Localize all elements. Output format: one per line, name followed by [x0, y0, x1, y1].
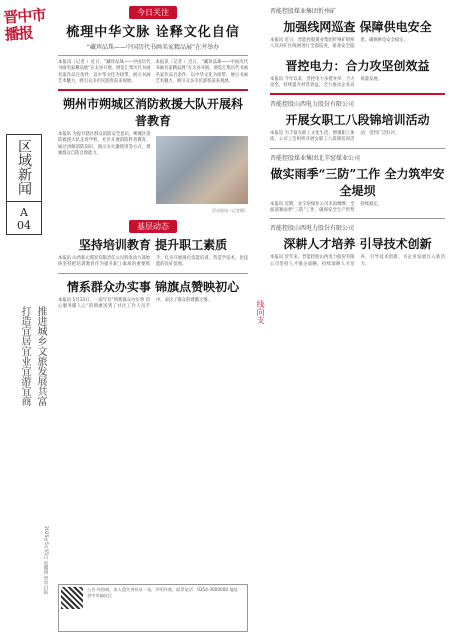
notice-ad [58, 584, 248, 632]
article-culture-body: 本报讯（记者 ）近日，“藏珍品珠——中国历代书画名家精品展”在太谷开展，展览汇集历代书画名家作品百余件，以中华文化为纽带，展示书画艺术魅力，吸引众多市民游客前来观展。 [58, 60, 151, 84]
subhead-culture: “藏珍品珠——中国历代书画名家精品展”在井举办 [86, 44, 220, 51]
grassroots-tag: 基层动态 [58, 220, 248, 233]
section-title: 区域新闻 [16, 139, 32, 195]
newspaper-logo: 晋中市播报 [2, 5, 46, 44]
article-banner-body: 本报讯 5月13日，一面写有“情系群众办实事 热心服务暖人心”的锦旗送到了社区工作人员手中，表达了群众的感激之情。 [58, 297, 212, 310]
article-flood-body: 本报讯 近期，北辛窑煤业公司未雨绸缪，全面部署雨季“三防”工作，确保安全生产形势持续稳定。 [270, 201, 382, 214]
article-talent-body: 本报讯 近年来，晋能控股山西电力股份有限公司坚持人才强企战略，持续深耕人才培养，引导技术创新，为企业发展注入新活力。 [270, 255, 445, 267]
page-number [7, 201, 41, 232]
slogan-right: 推进城乡文旅发展共富 [35, 306, 46, 406]
section-box [6, 134, 42, 235]
article-power-body: 本报讯 近日，晋能控股煤业集团忻州矿组织人员对矿区线网进行全面巡查，排查安全隐患，确保供电安全稳定。 [270, 38, 408, 50]
kicker-5: 晋能控股山西电力股份有限公司 [270, 225, 355, 233]
notice-text: 公告 经协商，本人遗失身份证一张，声明作废。联系电话：0354-3000000 地址：晋中市榆次区 [87, 587, 242, 598]
kicker-1: 晋能控股煤业集团忻州矿 [270, 8, 337, 15]
page-letter: A [20, 206, 28, 219]
slogan-left: 打造宜居宜业宜游宜商 [19, 306, 30, 406]
headline-flood: 做实雨季“三防”工作 全力筑牢安全堤坝 [270, 166, 445, 198]
article-training-body: 本报讯 山西新元煤炭有限责任公司机电动力部始终坚持把培训教育作为提升职工素质的重要抓手，扎实开展岗位技能培训，营造学技术、比技能的良好氛围。 [58, 256, 248, 268]
today-focus-tag: 今日关注 [58, 6, 248, 19]
headline-banner: 情系群众办实事 锦旗点赞映初心 [66, 279, 240, 294]
headline-baduanjin: 开展女职工八段锦培训活动 [285, 113, 430, 128]
photo-caption: 活动现场（记者摄） [212, 208, 248, 214]
masthead [4, 6, 54, 634]
column-divider-label: 线向支 [256, 300, 265, 324]
qr-code-icon [61, 587, 83, 609]
right-article-column [270, 4, 445, 268]
headline-power: 加强线网巡查 保障供电安全 [283, 20, 432, 34]
article-fire-body: 本报讯 为提升辖区群众消防安全意识，朔城区消防救援大队走进学校、社区开展消防科普教育，通过讲解消防知识、演示灭火器使用等方式，增强群众自防自救能力。 [58, 132, 151, 157]
kicker-3: 晋能控股山西电力股份有限公司 [270, 101, 355, 109]
date-info: 2025年5月15日 星期四 晋中日报 [43, 526, 48, 594]
headline-fire: 朔州市朔城区消防救援大队开展科普教育 [62, 97, 243, 129]
headline-training: 坚持培训教育 提升职工素质 [78, 238, 228, 253]
page-num: 04 [17, 219, 31, 232]
headline-talent: 深耕人才培养 引导技术创新 [283, 237, 432, 252]
fire-photo [156, 136, 249, 204]
article-baduanjin-body: 本报讯 为丰富女职工文化生活，增强职工体质，公司工会组织开展女职工八段锦培训活动，受到广泛好评。 [270, 131, 400, 143]
article-jinkong-body: 本报讯 今年以来，晋控电力多措并举，合力攻坚，持续提升经营效益，全力推动企业高质量发展。 [270, 76, 382, 88]
kicker-4: 晋能控股煤业集团北辛窑煤业公司 [270, 154, 361, 162]
headline-jinkong: 晋控电力：合力攻坚创效益 [285, 58, 430, 73]
left-article-column [58, 4, 248, 310]
article-culture-body-2: 本报讯（记者 ）近日，“藏珍品珠——中国历代书画名家精品展”在太谷开展，展览汇集历代书画名家作品百余件，以中华文化为纽带，展示书画艺术魅力，吸引众多市民游客前来观展。 [155, 60, 248, 84]
headline-culture: 梳理中华文脉 诠释文化自信 [66, 25, 240, 40]
